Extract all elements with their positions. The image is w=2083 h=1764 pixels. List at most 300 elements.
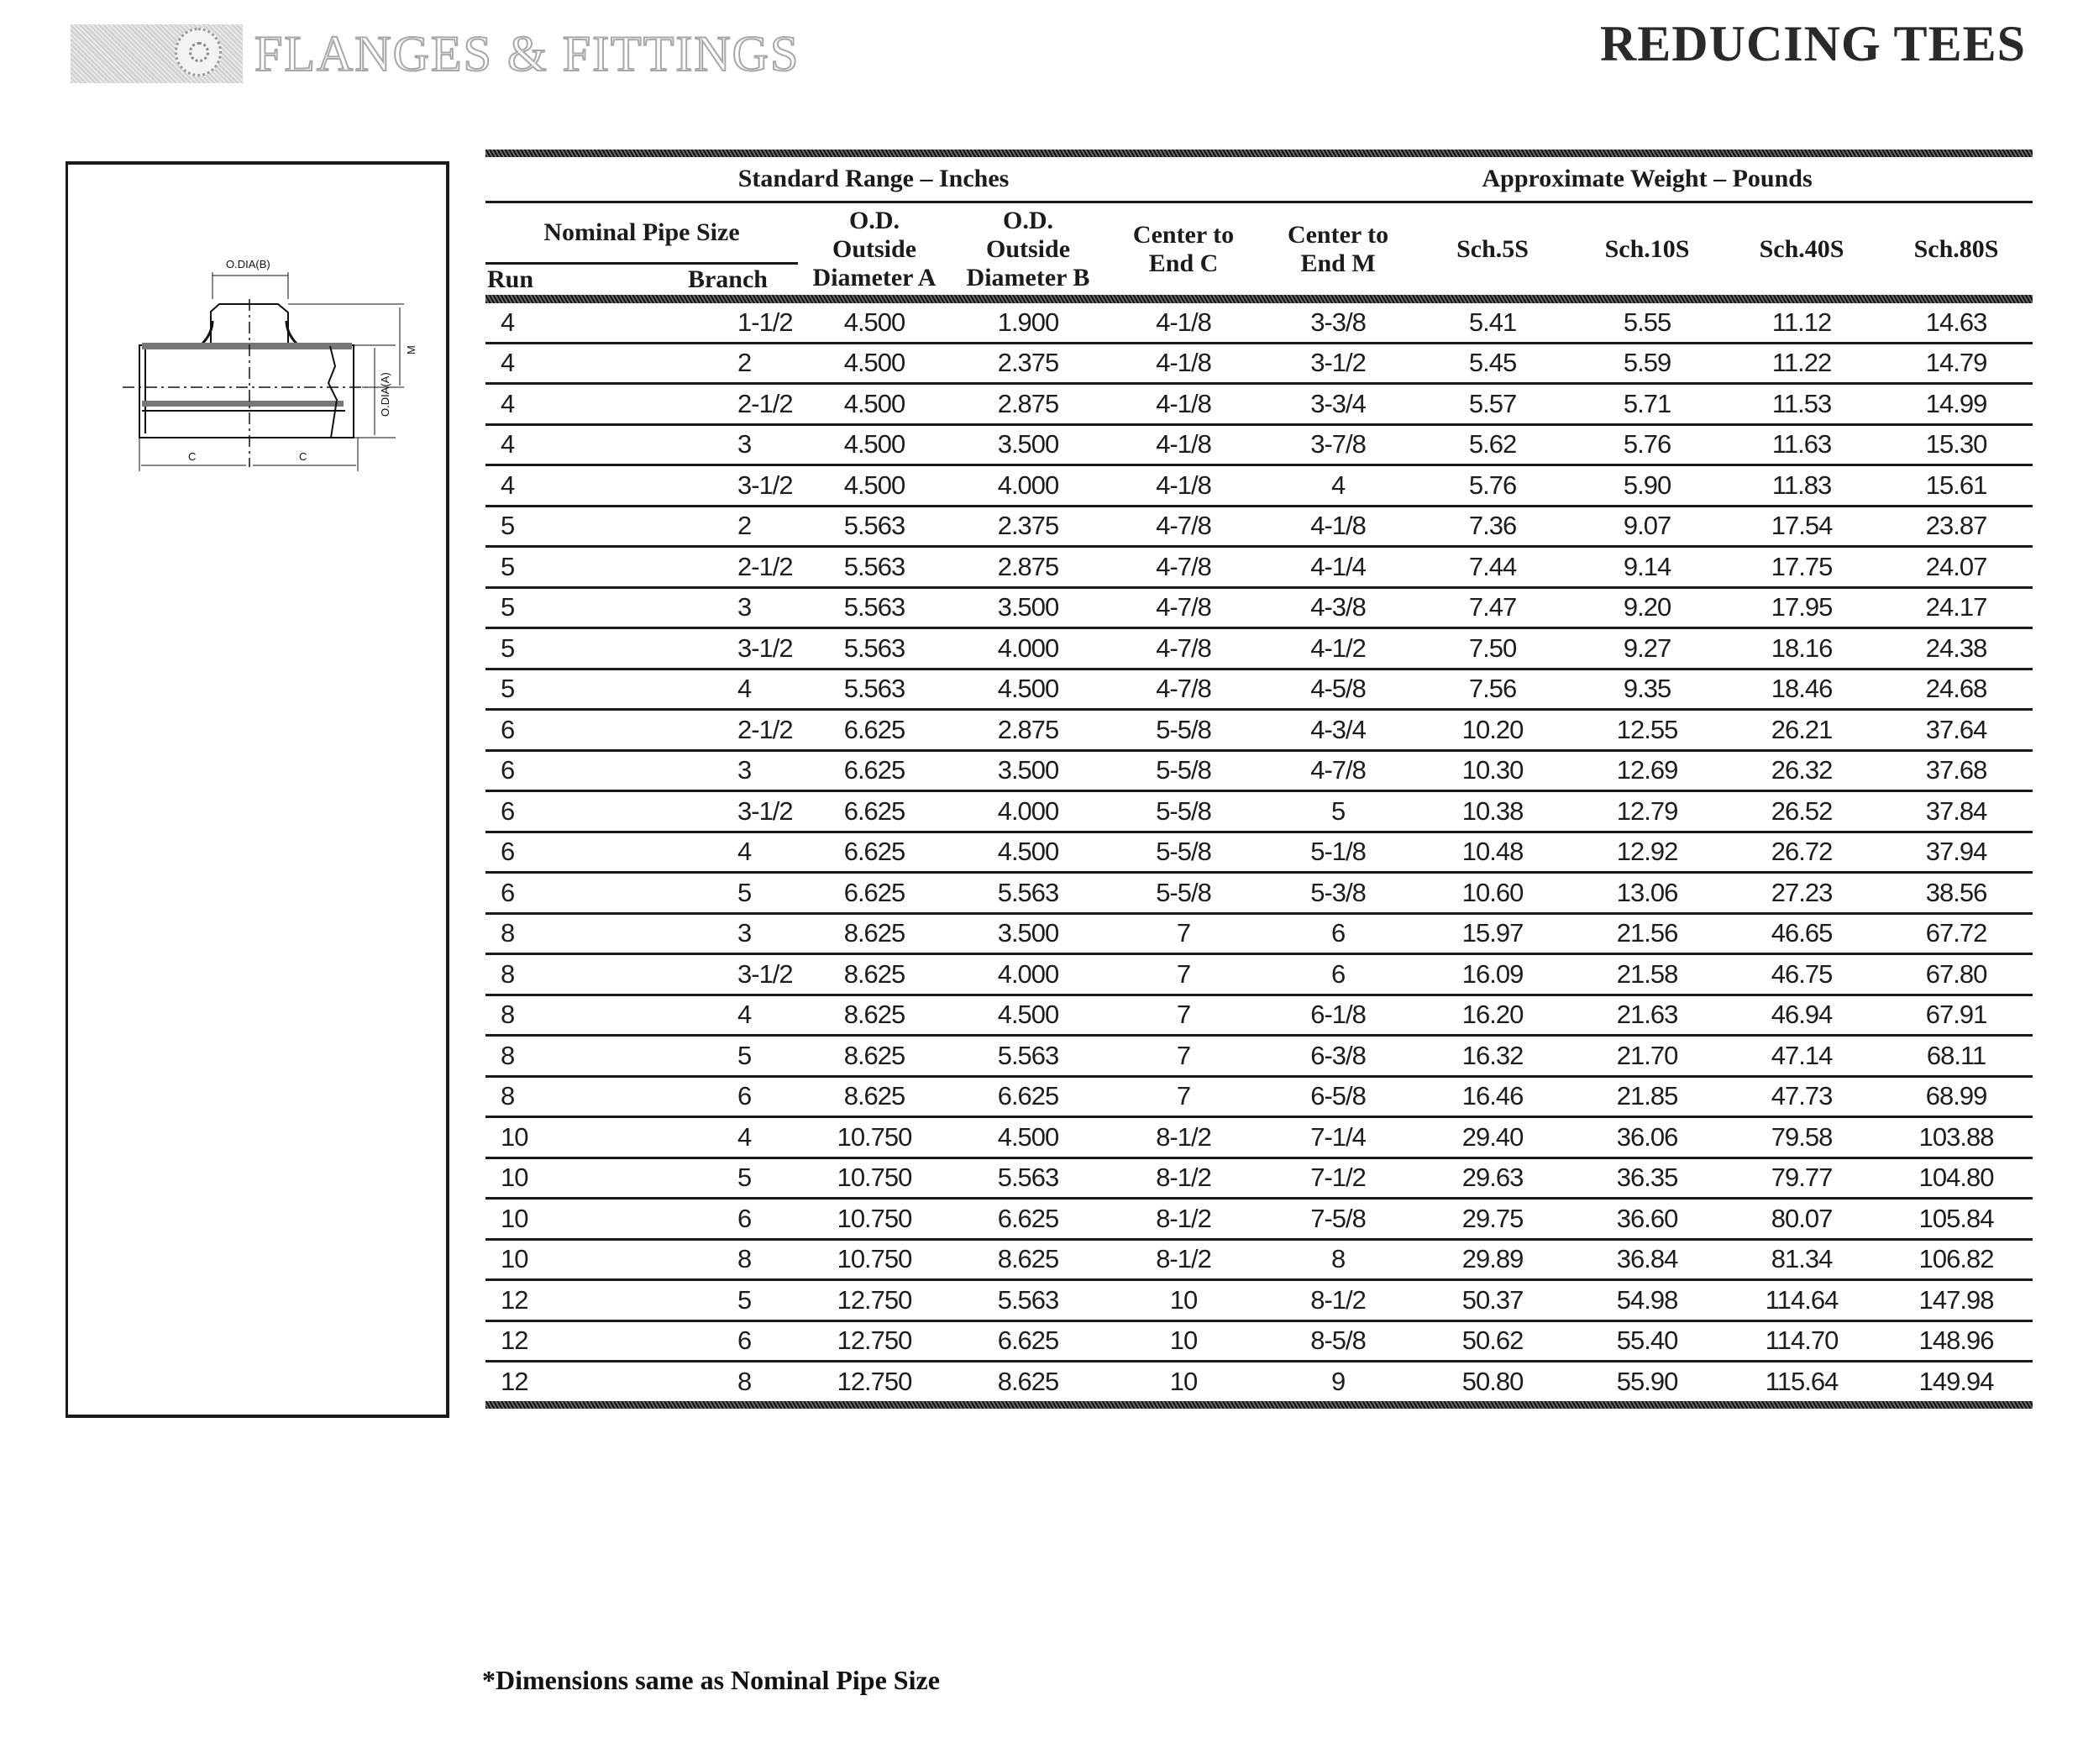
cell-sch40s: 26.72 [1724,832,1880,873]
header-run: Run [487,265,534,293]
cell-center-m: 3-3/8 [1262,303,1414,343]
cell-center-c: 4-1/8 [1105,384,1262,425]
table-row [485,1158,2033,1199]
cell-od-a: 4.500 [798,424,951,465]
cell-sch80s: 24.17 [1880,587,2033,628]
header-nominal-pipe-size: Nominal Pipe Size [485,202,798,264]
cell-sch40s: 17.54 [1724,506,1880,547]
cell-od-b: 6.625 [951,1076,1105,1117]
cell-run: 10 [485,1239,578,1280]
cell-sch10s: 21.58 [1571,954,1724,995]
cell-od-b: 4.000 [951,465,1105,507]
cell-od-a: 4.500 [798,465,951,507]
cell-od-a: 8.625 [798,1036,951,1077]
header-center-c-line2: End C [1148,249,1219,277]
header-branch: Branch [687,265,768,293]
cell-sch5s: 10.38 [1414,791,1571,832]
cell-sch80s: 105.84 [1880,1199,2033,1240]
header-od-a-line3: Diameter A [812,263,937,291]
cell-center-m: 8-5/8 [1262,1320,1414,1362]
table-row [485,1320,2033,1362]
header-bottom-rule [485,295,2033,303]
cell-sch10s: 9.35 [1571,669,1724,710]
table-row [485,1117,2033,1158]
cell-sch40s: 79.58 [1724,1117,1880,1158]
cell-branch: 2-1/2 [578,384,798,425]
cell-branch: 8 [737,1366,752,1396]
cell-center-m: 4-3/4 [1262,710,1414,751]
cell-sch80s: 14.63 [1880,303,2033,343]
cell-sch5s: 5.76 [1414,465,1571,507]
cell-run: 4 [485,424,578,465]
cell-center-c: 10 [1169,1366,1198,1396]
cell-sch40s: 11.22 [1724,343,1880,384]
header-approximate-weight: Approximate Weight – Pounds [1262,157,2033,202]
cell-center-c: 4-1/8 [1105,343,1262,384]
cell-od-a: 10.750 [798,1239,951,1280]
cell-sch10s: 5.76 [1571,424,1724,465]
cell-center-c: 4-1/8 [1105,303,1262,343]
cell-center-c: 4-7/8 [1105,506,1262,547]
cell-od-b: 6.625 [951,1320,1105,1362]
cell-od-b: 4.000 [951,628,1105,669]
table-row [485,750,2033,791]
cell-run: 4 [485,343,578,384]
cell-sch40s: 27.23 [1724,873,1880,914]
cell-sch10s: 36.06 [1571,1117,1724,1158]
cell-sch5s: 29.40 [1414,1117,1571,1158]
cell-sch5s: 10.20 [1414,710,1571,751]
cell-center-c: 5-5/8 [1105,750,1262,791]
tee-drawing-icon [68,165,446,1415]
cell-od-a: 10.750 [798,1158,951,1199]
cell-od-a: 10.750 [798,1117,951,1158]
cell-sch5s: 5.41 [1414,303,1571,343]
cell-center-c: 10 [1105,1280,1262,1321]
header-center-m [1262,202,1414,296]
cell-sch5s: 7.47 [1414,587,1571,628]
cell-od-b: 3.500 [951,424,1105,465]
table-row [485,384,2033,425]
cell-od-b: 4.000 [951,954,1105,995]
table-row [485,424,2033,465]
cell-sch80s: 67.72 [1880,913,2033,954]
cell-od-a: 6.625 [798,791,951,832]
cell-branch: 2-1/2 [578,547,798,588]
cell-od-a: 10.750 [798,1199,951,1240]
cell-sch40s: 46.75 [1724,954,1880,995]
table-row [485,1199,2033,1240]
cell-run: 6 [485,832,578,873]
cell-run: 8 [485,1036,578,1077]
cell-od-a: 6.625 [798,710,951,751]
cell-sch10s: 12.69 [1571,750,1724,791]
cell-branch: 8 [578,1239,798,1280]
cell-od-b: 3.500 [951,587,1105,628]
cell-center-c: 7 [1105,954,1262,995]
cell-run: 6 [485,791,578,832]
cell-sch40s: 46.94 [1724,995,1880,1036]
cell-sch40s: 26.32 [1724,750,1880,791]
table-row [485,1036,2033,1077]
cell-branch: 6 [578,1320,798,1362]
brand-header [71,24,800,84]
cell-sch10s: 21.56 [1571,913,1724,954]
cell-branch: 3 [578,587,798,628]
diagram-label-od-a: O.DIA(A) [379,372,391,417]
cell-center-c: 7 [1105,995,1262,1036]
table-row [485,1280,2033,1321]
cell-sch10s: 5.71 [1571,384,1724,425]
cell-sch80s: 37.94 [1880,832,2033,873]
cell-run: 12 [485,1280,578,1321]
cell-branch: 3-1/2 [578,791,798,832]
cell-sch5s: 7.56 [1414,669,1571,710]
cell-sch80s: 23.87 [1880,506,2033,547]
cell-sch10s: 21.63 [1571,995,1724,1036]
cell-center-m: 7-1/4 [1262,1117,1414,1158]
cell-center-c: 8-1/2 [1105,1158,1262,1199]
cell-center-m: 7-1/2 [1262,1158,1414,1199]
table-row [485,547,2033,588]
cell-branch: 5 [578,873,798,914]
cell-center-c: 4-7/8 [1105,669,1262,710]
cell-center-m: 6 [1262,913,1414,954]
cell-run: 4 [485,303,578,343]
brand-name: FLANGES & FITTINGS [254,25,800,81]
cell-sch5s: 5.45 [1414,343,1571,384]
cell-sch80s: 37.68 [1880,750,2033,791]
cell-sch80s: 106.82 [1880,1239,2033,1280]
cell-sch5s: 5.57 [1414,384,1571,425]
cell-od-b: 4.500 [951,669,1105,710]
cell-sch80s: 68.99 [1880,1076,2033,1117]
cell-branch: 3-1/2 [578,628,798,669]
cell-center-m: 3-3/4 [1262,384,1414,425]
cell-sch5s: 29.89 [1414,1239,1571,1280]
cell-run: 10 [485,1158,578,1199]
cell-center-c: 8-1/2 [1105,1239,1262,1280]
cell-run: 5 [485,587,578,628]
table-row [485,628,2033,669]
cell-sch5s: 7.44 [1414,547,1571,588]
cell-branch: 3-1/2 [578,954,798,995]
cell-sch5s: 50.80 [1461,1366,1524,1396]
cell-sch10s: 36.35 [1571,1158,1724,1199]
cell-center-m: 6-3/8 [1262,1036,1414,1077]
header-od-b-line2: Outside [985,234,1071,263]
cell-center-c: 4-7/8 [1105,628,1262,669]
cell-center-m: 4-7/8 [1262,750,1414,791]
table-row [485,710,2033,751]
header-center-c-line1: Center to [1132,220,1235,249]
reducing-tees-table [485,150,2033,1409]
cell-sch5s: 16.20 [1414,995,1571,1036]
header-od-b [951,202,1105,296]
cell-sch5s: 29.75 [1414,1199,1571,1240]
cell-od-b: 5.563 [951,873,1105,914]
cell-run: 8 [485,995,578,1036]
diagram-label-c-left: C [188,450,197,463]
cell-od-a: 5.563 [798,669,951,710]
header-od-b-line1: O.D. [1003,206,1053,234]
cell-sch40s: 47.73 [1724,1076,1880,1117]
cell-sch80s: 38.56 [1880,873,2033,914]
cell-center-m: 5-3/8 [1262,873,1414,914]
header-od-a-line2: Outside [832,234,917,263]
cell-sch80s: 15.61 [1880,465,2033,507]
table-top-rule [485,150,2033,157]
cell-sch5s: 10.60 [1414,873,1571,914]
cell-sch80s: 67.80 [1880,954,2033,995]
cell-od-a: 12.750 [837,1366,912,1396]
header-od-a-line1: O.D. [849,206,900,234]
cell-center-c: 8-1/2 [1105,1199,1262,1240]
cell-branch: 5 [578,1280,798,1321]
cell-run: 4 [485,384,578,425]
cell-sch80s: 103.88 [1880,1117,2033,1158]
cell-sch80s: 37.64 [1880,710,2033,751]
cell-center-m: 8 [1262,1239,1414,1280]
table-row [485,913,2033,954]
cell-sch80s: 24.38 [1880,628,2033,669]
header-od-a [798,202,951,296]
header-center-m-line1: Center to [1287,220,1389,249]
cell-branch: 6 [578,1076,798,1117]
cell-sch80s: 24.07 [1880,547,2033,588]
cell-center-m: 6 [1262,954,1414,995]
cell-sch40s: 115.64 [1765,1366,1839,1396]
cell-od-b: 2.875 [951,547,1105,588]
cell-sch40s: 17.75 [1724,547,1880,588]
cell-center-m: 4-1/8 [1262,506,1414,547]
cell-center-c: 4-1/8 [1105,465,1262,507]
cell-branch: 4 [578,669,798,710]
page-title: REDUCING TEES [1599,16,2026,71]
cell-run: 8 [485,913,578,954]
cell-sch40s: 114.64 [1724,1280,1880,1321]
cell-branch: 3 [578,750,798,791]
cell-od-b: 4.500 [951,995,1105,1036]
cell-center-c: 8-1/2 [1105,1117,1262,1158]
cell-sch80s: 104.80 [1880,1158,2033,1199]
table-row [485,1239,2033,1280]
cell-branch: 2 [578,343,798,384]
table-row [485,587,2033,628]
cell-sch10s: 5.90 [1571,465,1724,507]
header-sch80s: Sch.80S [1913,234,1999,263]
cell-branch: 1-1/2 [578,303,798,343]
table-row [485,873,2033,914]
cell-run: 10 [485,1199,578,1240]
brand-logo [71,24,243,83]
cell-sch5s: 16.09 [1414,954,1571,995]
table-row [485,303,2033,343]
header-standard-range: Standard Range – Inches [485,157,1262,202]
cell-center-m: 9 [1330,1366,1346,1396]
table-row [485,506,2033,547]
cell-sch40s: 18.46 [1724,669,1880,710]
cell-od-a: 12.750 [798,1280,951,1321]
cell-od-a: 8.625 [798,995,951,1036]
cell-sch10s: 5.59 [1571,343,1724,384]
cell-od-a: 5.563 [798,628,951,669]
cell-sch80s: 147.98 [1880,1280,2033,1321]
cell-sch5s: 7.36 [1414,506,1571,547]
cell-center-m: 7-5/8 [1262,1199,1414,1240]
cell-od-a: 5.563 [798,587,951,628]
cell-center-m: 6-1/8 [1262,995,1414,1036]
cell-sch80s: 14.99 [1880,384,2033,425]
cell-center-m: 4-1/2 [1262,628,1414,669]
header-center-c [1105,202,1262,296]
cell-sch5s: 7.50 [1414,628,1571,669]
cell-sch10s: 13.06 [1571,873,1724,914]
cell-branch: 2-1/2 [578,710,798,751]
cell-sch5s: 50.37 [1414,1280,1571,1321]
cell-sch10s: 12.92 [1571,832,1724,873]
cell-od-b: 4.000 [951,791,1105,832]
cell-sch10s: 21.85 [1571,1076,1724,1117]
cell-sch5s: 29.63 [1414,1158,1571,1199]
cell-center-c: 4-1/8 [1105,424,1262,465]
table-row [485,791,2033,832]
cell-center-m: 3-1/2 [1262,343,1414,384]
cell-od-b: 2.375 [951,343,1105,384]
header-sch10s: Sch.10S [1604,234,1690,263]
diagram-label-c-right: C [299,450,307,463]
cell-sch10s: 21.70 [1571,1036,1724,1077]
cell-center-c: 5-5/8 [1105,832,1262,873]
table-row [485,1076,2033,1117]
footnote: *Dimensions same as Nominal Pipe Size [482,1665,940,1695]
cell-center-c: 5-5/8 [1105,873,1262,914]
cell-run: 5 [485,547,578,588]
cell-center-m: 4 [1262,465,1414,507]
cell-sch10s: 55.90 [1616,1366,1678,1396]
cell-sch10s: 9.14 [1571,547,1724,588]
cell-sch5s: 10.30 [1414,750,1571,791]
cell-od-a: 4.500 [798,303,951,343]
table-row [485,995,2033,1036]
cell-od-b: 5.563 [951,1036,1105,1077]
table-row [485,954,2033,995]
cell-od-b: 6.625 [951,1199,1105,1240]
cell-run: 6 [485,710,578,751]
cell-run: 8 [485,1076,578,1117]
header-od-b-line3: Diameter B [966,263,1090,291]
cell-od-a: 12.750 [798,1320,951,1362]
cell-sch10s: 9.20 [1571,587,1724,628]
cell-branch: 3-1/2 [578,465,798,507]
cell-branch: 5 [578,1158,798,1199]
cell-sch40s: 47.14 [1724,1036,1880,1077]
cell-sch10s: 54.98 [1571,1280,1724,1321]
cell-od-a: 5.563 [798,506,951,547]
cell-sch10s: 55.40 [1571,1320,1724,1362]
cell-sch80s: 67.91 [1880,995,2033,1036]
header-sch5s: Sch.5S [1456,234,1529,263]
cell-od-b: 5.563 [951,1280,1105,1321]
cell-od-b: 8.625 [951,1239,1105,1280]
cell-sch40s: 11.63 [1724,424,1880,465]
diagram-label-m: M [405,345,417,354]
cell-od-a: 4.500 [798,343,951,384]
reducing-tee-diagram [66,161,449,1418]
table-row [485,669,2033,710]
cell-od-b: 3.500 [951,913,1105,954]
table-body [485,303,2033,1401]
cell-sch80s: 149.94 [1918,1366,1994,1396]
cell-sch40s: 11.53 [1724,384,1880,425]
table-row [485,832,2033,873]
cell-branch: 4 [578,832,798,873]
cell-od-b: 5.563 [951,1158,1105,1199]
cell-sch40s: 79.77 [1724,1158,1880,1199]
cell-sch40s: 11.83 [1724,465,1880,507]
cell-od-a: 6.625 [798,873,951,914]
cell-sch40s: 11.12 [1724,303,1880,343]
cell-center-m: 5-1/8 [1262,832,1414,873]
cell-sch40s: 26.52 [1724,791,1880,832]
cell-run: 12 [485,1320,578,1362]
cell-sch40s: 26.21 [1724,710,1880,751]
cell-center-c: 4-7/8 [1105,547,1262,588]
group-header-row [485,157,2033,202]
cell-branch: 4 [578,995,798,1036]
cell-branch: 4 [578,1117,798,1158]
cell-od-b: 3.500 [951,750,1105,791]
header-sch40s: Sch.40S [1759,234,1844,263]
cell-center-m: 4-3/8 [1262,587,1414,628]
cell-od-a: 8.625 [798,913,951,954]
cell-od-a: 4.500 [798,384,951,425]
cell-sch40s: 46.65 [1724,913,1880,954]
cell-od-a: 8.625 [798,954,951,995]
cell-sch5s: 10.48 [1414,832,1571,873]
cell-center-c: 5-5/8 [1105,710,1262,751]
cell-sch10s: 12.79 [1571,791,1724,832]
cell-run: 12 [501,1366,528,1396]
cell-sch80s: 14.79 [1880,343,2033,384]
cell-od-b: 4.500 [951,832,1105,873]
cell-branch: 5 [578,1036,798,1077]
cell-od-b: 8.625 [997,1366,1059,1396]
cell-sch40s: 81.34 [1724,1239,1880,1280]
diagram-label-od-b: O.DIA(B) [226,258,270,270]
cell-od-b: 2.875 [951,710,1105,751]
header-center-m-line2: End M [1300,249,1376,277]
cell-od-a: 6.625 [798,750,951,791]
cell-center-c: 10 [1105,1320,1262,1362]
cell-sch80s: 37.84 [1880,791,2033,832]
table-row [485,1362,2033,1401]
cell-sch80s: 24.68 [1880,669,2033,710]
table-row [485,343,2033,384]
sub-header-row [485,202,2033,264]
cell-run: 4 [485,465,578,507]
cell-center-m: 3-7/8 [1262,424,1414,465]
cell-run: 5 [485,506,578,547]
cell-branch: 3 [578,913,798,954]
cell-sch10s: 9.07 [1571,506,1724,547]
table-row [485,465,2033,507]
cell-center-c: 7 [1105,913,1262,954]
cell-od-a: 8.625 [798,1076,951,1117]
cell-od-b: 2.875 [951,384,1105,425]
cell-od-a: 6.625 [798,832,951,873]
cell-run: 8 [485,954,578,995]
